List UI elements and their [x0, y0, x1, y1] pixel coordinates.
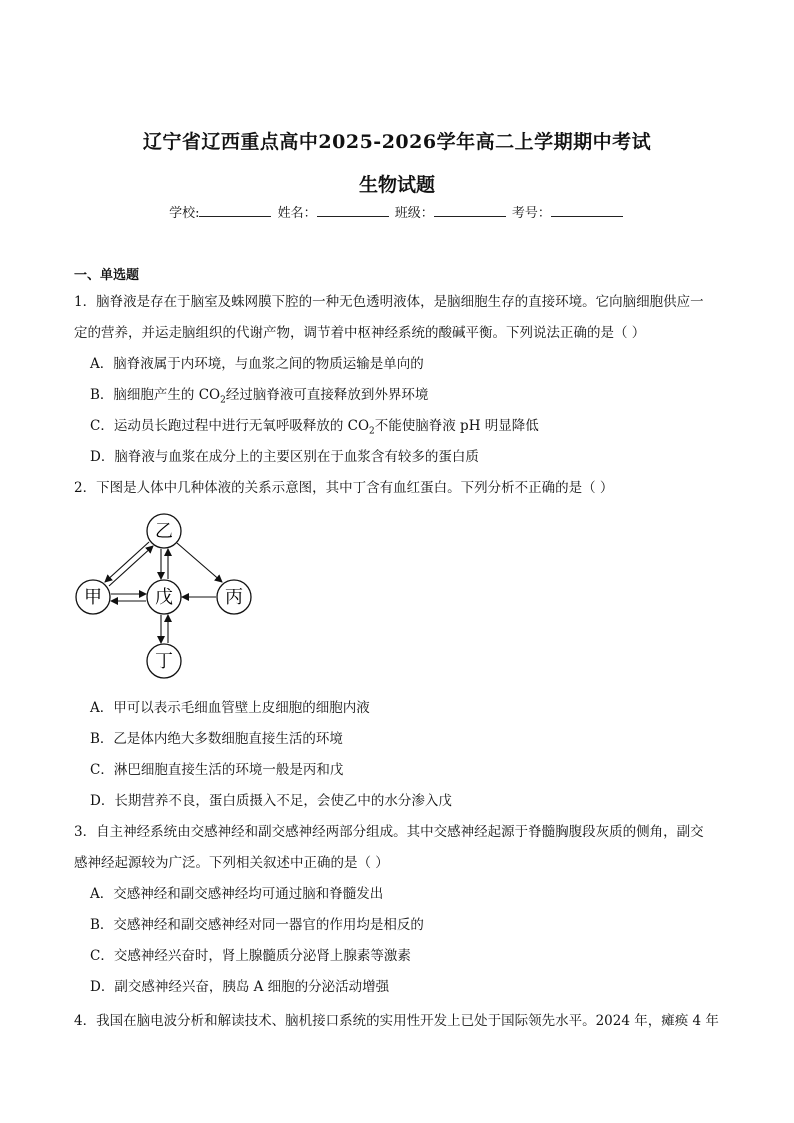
arrow-yi-to-bing	[177, 543, 222, 582]
question-2-line-1: 2．下图是人体中几种体液的关系示意图，其中丁含有血红蛋白。下列分析不正确的是（ ）	[74, 480, 614, 496]
question-1-option-b[interactable]: B．脑细胞产生的 $CO_2$经过脑脊液可直接释放到外界环境	[90, 387, 429, 406]
node-ding-label: 丁	[155, 651, 173, 672]
question-3-option-d[interactable]: D．副交感神经兴奋，胰岛 A 细胞的分泌活动增强	[90, 979, 390, 995]
question-3-line-1: 3．自主神经系统由交感神经和副交感神经两部分组成。其中交感神经起源于脊髓胸腹段灰质的侧角，副交	[74, 824, 704, 840]
page-title: 辽宁省辽西重点高中2025-2026学年高二上学期期中考试	[142, 131, 652, 153]
question-1-option-c[interactable]: C．运动员长跑过程中进行无氧呼吸释放的 $CO_2$不能使脑脊液 pH 明显降低	[90, 418, 539, 437]
question-1-line-1: 1．脑脊液是存在于脑室及蛛网膜下腔的一种无色透明液体，是脑细胞生存的直接环境。它向脑细胞供应一	[74, 294, 704, 310]
name-label: 姓名：	[277, 206, 317, 221]
question-1-option-d[interactable]: D．脑脊液与血浆在成分上的主要区别在于血浆含有较多的蛋白质	[90, 449, 479, 465]
question-4-line-1: 4．我国在脑电波分析和解读技术、脑机接口系统的实用性开发上已处于国际领先水平。2024 年，瘫痪 4 年	[74, 1013, 719, 1029]
question-2-option-c[interactable]: C．淋巴细胞直接生活的环境一般是丙和戊	[90, 762, 344, 778]
node-yi-label: 乙	[155, 521, 173, 542]
page-subtitle: 生物试题	[358, 174, 435, 196]
arrow-jia-to-yi	[109, 546, 153, 586]
section-title: 一、单选题	[74, 268, 140, 283]
question-3-option-c[interactable]: C．交感神经兴奋时，肾上腺髓质分泌肾上腺素等激素	[90, 948, 411, 964]
school-label: 学校:	[169, 206, 200, 221]
question-1-line-2: 定的营养，并运走脑组织的代谢产物，调节着中枢神经系统的酸碱平衡。下列说法正确的是（ ）	[74, 325, 646, 341]
question-3-option-a[interactable]: A．交感神经和副交感神经均可通过脑和脊髓发出	[90, 886, 384, 902]
exam-number-label: 考号：	[511, 206, 551, 221]
class-label: 班级：	[394, 206, 434, 221]
question-2-option-a[interactable]: A．甲可以表示毛细血管壁上皮细胞的细胞内液	[90, 700, 370, 716]
question-2-option-b[interactable]: B．乙是体内绝大多数细胞直接生活的环境	[90, 731, 343, 747]
node-jia-label: 甲	[84, 587, 102, 608]
question-2-option-d[interactable]: D．长期营养不良，蛋白质摄入不足，会使乙中的水分渗入戊	[90, 793, 452, 809]
node-wu-label: 戊	[155, 587, 173, 608]
body-fluid-diagram	[60, 505, 270, 685]
arrow-yi-to-jia	[105, 542, 149, 582]
class-blank[interactable]	[434, 204, 506, 217]
school-blank[interactable]	[199, 204, 271, 217]
question-3-option-b[interactable]: B．交感神经和副交感神经对同一器官的作用均是相反的	[90, 917, 424, 933]
name-blank[interactable]	[317, 204, 389, 217]
student-info-row	[0, 202, 794, 221]
node-bing-label: 丙	[225, 587, 243, 608]
question-1-option-a[interactable]: A．脑脊液属于内环境，与血浆之间的物质运输是单向的	[90, 356, 424, 372]
exam-number-blank[interactable]	[551, 204, 623, 217]
question-3-line-2: 感神经起源较为广泛。下列相关叙述中正确的是（ ）	[74, 855, 389, 871]
